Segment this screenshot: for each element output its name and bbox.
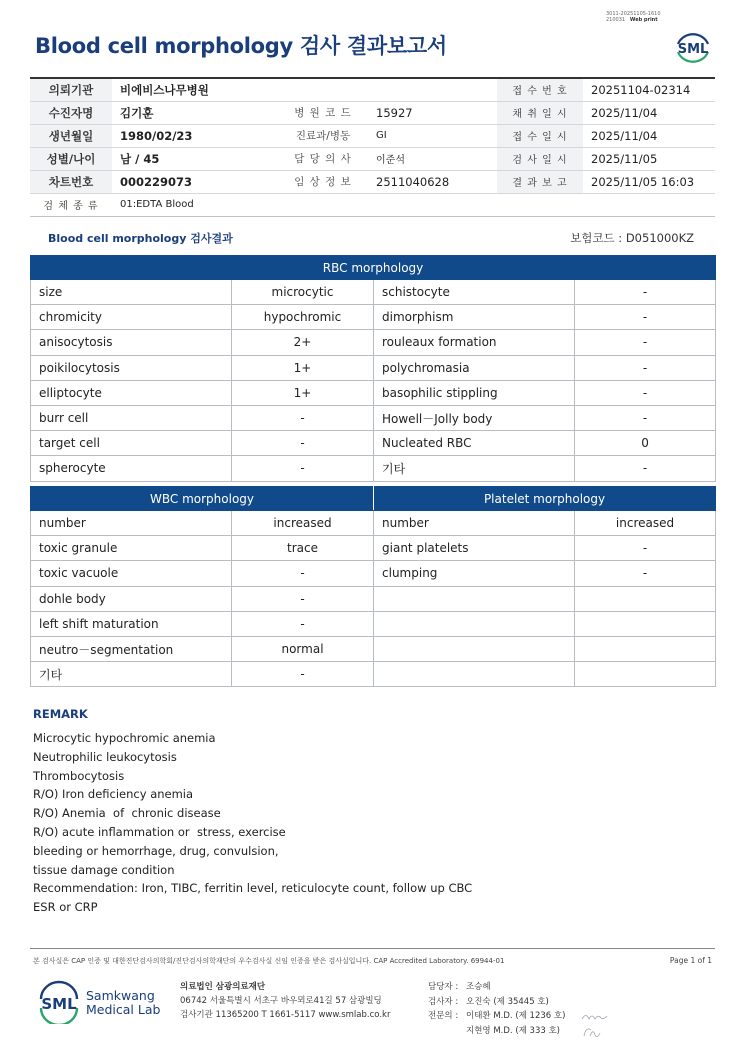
wbc-plt-item-name: toxic granule bbox=[31, 536, 232, 561]
page-title: Blood cell morphology 검사 결과보고서 bbox=[35, 34, 447, 58]
staff-row: 검사자 : 오진숙 (제 35445 호) bbox=[428, 996, 549, 1007]
table-row bbox=[31, 405, 716, 430]
remark-line: Neutrophilic leukocytosis bbox=[33, 749, 177, 764]
wbc-plt-item-result: - bbox=[232, 662, 374, 687]
footer-divider bbox=[30, 948, 715, 949]
platelet-table-title: Platelet morphology bbox=[374, 487, 716, 511]
wbc-plt-item-result: trace bbox=[232, 536, 374, 561]
table-row bbox=[31, 380, 716, 405]
info-row bbox=[30, 124, 715, 147]
remark-line: bleeding or hemorrhage, drug, convulsion, bbox=[33, 843, 279, 858]
rbc-item-name: Howell－Jolly body bbox=[374, 405, 575, 430]
org-label: 의뢰기관 bbox=[30, 78, 112, 101]
dept-value: GI bbox=[368, 124, 497, 147]
specimen-value: 01:EDTA Blood bbox=[112, 193, 715, 216]
table-row bbox=[31, 561, 716, 586]
rbc-item-result: - bbox=[232, 456, 374, 481]
web-print-label: Web print bbox=[629, 17, 658, 23]
table-row bbox=[31, 355, 716, 380]
table-row bbox=[31, 456, 716, 481]
signature-icon bbox=[580, 1024, 604, 1040]
wbc-plt-item-name: number bbox=[31, 511, 232, 536]
table-row bbox=[31, 280, 716, 305]
brand-line2: Medical Lab bbox=[86, 1002, 161, 1017]
info-row bbox=[30, 193, 715, 216]
collect-label: 채 취 일 시 bbox=[497, 101, 583, 124]
rbc-item-result: 1+ bbox=[232, 355, 374, 380]
rbc-item-result: - bbox=[575, 456, 716, 481]
info-row bbox=[30, 101, 715, 124]
receive-label: 접 수 일 시 bbox=[497, 124, 583, 147]
results-section-title: Blood cell morphology 검사결과 bbox=[48, 232, 233, 245]
name-value: 김기훈 bbox=[112, 101, 278, 124]
rbc-item-result: - bbox=[232, 405, 374, 430]
report-value: 2025/11/05 16:03 bbox=[583, 170, 715, 193]
dob-label: 생년월일 bbox=[30, 124, 112, 147]
clinical-label: 임 상 정 보 bbox=[278, 170, 368, 193]
rbc-item-name: anisocytosis bbox=[31, 330, 232, 355]
table-row bbox=[31, 662, 716, 687]
receive-value: 2025/11/04 bbox=[583, 124, 715, 147]
rbc-item-result: - bbox=[575, 280, 716, 305]
rbc-item-name: basophilic stippling bbox=[374, 380, 575, 405]
wbc-plt-item-result: - bbox=[232, 586, 374, 611]
hospital-code-value: 15927 bbox=[368, 101, 497, 124]
sml-logo-icon bbox=[672, 26, 714, 66]
brand-name bbox=[86, 989, 160, 1017]
brand-line1: Samkwang bbox=[86, 988, 155, 1003]
report-code bbox=[606, 11, 661, 23]
rbc-item-result: - bbox=[575, 305, 716, 330]
accession-value: 20251104-02314 bbox=[583, 78, 715, 101]
clinical-value: 2511040628 bbox=[368, 170, 497, 193]
wbc-plt-item-name: number bbox=[374, 511, 575, 536]
rbc-item-result: hypochromic bbox=[232, 305, 374, 330]
insurance-code: 보험코드 : D051000KZ bbox=[570, 231, 694, 245]
remark-line: tissue damage condition bbox=[33, 862, 175, 877]
doctor-label: 담 당 의 사 bbox=[278, 147, 368, 170]
remark-line: R/O) Anemia of chronic disease bbox=[33, 806, 221, 821]
rbc-item-result: - bbox=[575, 355, 716, 380]
rbc-item-name: rouleaux formation bbox=[374, 330, 575, 355]
wbc-plt-item-name bbox=[374, 636, 575, 661]
wbc-plt-item-result bbox=[575, 611, 716, 636]
staff-row: 담당자 : 조승혜 bbox=[428, 982, 491, 992]
signature-icon bbox=[580, 1010, 610, 1024]
rbc-item-name: schistocyte bbox=[374, 280, 575, 305]
certification-note: 본 검사실은 CAP 인증 및 대한진단검사의학회/진단검사의학재단의 우수검사실 신임 인증을 받은 검사실입니다. CAP Accredited Laboratory. 69944-01 bbox=[33, 957, 505, 965]
remark-text bbox=[33, 729, 472, 917]
patient-info-table bbox=[30, 77, 715, 217]
wbc-plt-item-name: dohle body bbox=[31, 586, 232, 611]
report-code-line1: 3011-20251105-1610 bbox=[606, 11, 661, 17]
sexage-label: 성별/나이 bbox=[30, 147, 112, 170]
table-row bbox=[31, 611, 716, 636]
test-date-label: 검 사 일 시 bbox=[497, 147, 583, 170]
rbc-item-name: burr cell bbox=[31, 405, 232, 430]
sml-logo-text: SML bbox=[41, 995, 77, 1013]
table-row bbox=[31, 330, 716, 355]
wbc-plt-item-name: left shift maturation bbox=[31, 611, 232, 636]
wbc-plt-item-result bbox=[575, 662, 716, 687]
wbc-plt-item-name bbox=[374, 586, 575, 611]
dept-label: 진료과/병동 bbox=[278, 124, 368, 147]
wbc-plt-item-result: - bbox=[575, 561, 716, 586]
rbc-item-name: elliptocyte bbox=[31, 380, 232, 405]
staff-row: 지현영 M.D. (제 333 호) bbox=[466, 1025, 561, 1036]
rbc-item-name: chromicity bbox=[31, 305, 232, 330]
sexage-value: 남 / 45 bbox=[112, 147, 278, 170]
wbc-plt-item-name bbox=[374, 662, 575, 687]
wbc-plt-item-result: - bbox=[232, 561, 374, 586]
table-row bbox=[31, 431, 716, 456]
table-row bbox=[31, 511, 716, 536]
staff-list bbox=[428, 980, 565, 1038]
wbc-plt-item-result: - bbox=[575, 536, 716, 561]
rbc-morphology-table bbox=[30, 255, 716, 482]
info-row bbox=[30, 78, 715, 101]
table-row bbox=[31, 305, 716, 330]
test-date-value: 2025/11/05 bbox=[583, 147, 715, 170]
org-value: 비에비스나무병원 bbox=[112, 78, 497, 101]
remark-line: R/O) Iron deficiency anemia bbox=[33, 787, 194, 802]
wbc-plt-item-name bbox=[374, 611, 575, 636]
report-label: 결 과 보 고 bbox=[497, 170, 583, 193]
table-row bbox=[31, 586, 716, 611]
wbc-plt-item-name: clumping bbox=[374, 561, 575, 586]
sml-logo-text: SML bbox=[677, 42, 709, 57]
wbc-plt-item-result bbox=[575, 636, 716, 661]
doctor-value: 이준석 bbox=[368, 147, 497, 170]
table-row bbox=[31, 636, 716, 661]
wbc-plt-item-result bbox=[575, 586, 716, 611]
remark-title: REMARK bbox=[33, 707, 88, 721]
wbc-plt-item-result: increased bbox=[575, 511, 716, 536]
sml-logo-icon bbox=[36, 980, 82, 1024]
wbc-plt-item-name: toxic vacuole bbox=[31, 561, 232, 586]
rbc-item-name: dimorphism bbox=[374, 305, 575, 330]
remark-line: Recommendation: Iron, TIBC, ferritin level, reticulocyte count, follow up CBC bbox=[33, 881, 473, 896]
rbc-item-name: size bbox=[31, 280, 232, 305]
wbc-plt-item-name: 기타 bbox=[31, 662, 232, 687]
rbc-item-result: 2+ bbox=[232, 330, 374, 355]
rbc-item-result: - bbox=[575, 330, 716, 355]
org-contact: 검사기관 11365200 T 1661-5117 www.smlab.co.kr bbox=[180, 1010, 391, 1020]
table-row bbox=[31, 536, 716, 561]
chart-label: 차트번호 bbox=[30, 170, 112, 193]
collect-value: 2025/11/04 bbox=[583, 101, 715, 124]
rbc-item-name: polychromasia bbox=[374, 355, 575, 380]
rbc-item-result: - bbox=[575, 380, 716, 405]
hospital-code-label: 병 원 코 드 bbox=[278, 101, 368, 124]
rbc-item-result: 0 bbox=[575, 431, 716, 456]
rbc-item-result: - bbox=[232, 431, 374, 456]
organization-info bbox=[180, 980, 390, 1022]
page-number: Page 1 of 1 bbox=[669, 956, 712, 965]
wbc-plt-item-name: neutro－segmentation bbox=[31, 636, 232, 661]
name-label: 수진자명 bbox=[30, 101, 112, 124]
remark-line: R/O) acute inflammation or stress, exercise bbox=[33, 824, 286, 839]
remark-line: Thrombocytosis bbox=[33, 768, 125, 783]
rbc-table-title: RBC morphology bbox=[31, 256, 716, 280]
rbc-item-result: - bbox=[575, 405, 716, 430]
wbc-plt-item-name: giant platelets bbox=[374, 536, 575, 561]
rbc-item-name: 기타 bbox=[374, 456, 575, 481]
dob-value: 1980/02/23 bbox=[112, 124, 278, 147]
wbc-plt-item-result: increased bbox=[232, 511, 374, 536]
org-name: 의료법인 삼광의료재단 bbox=[180, 982, 266, 992]
rbc-item-result: 1+ bbox=[232, 380, 374, 405]
info-row bbox=[30, 170, 715, 193]
rbc-item-name: spherocyte bbox=[31, 456, 232, 481]
wbc-plt-item-result: - bbox=[232, 611, 374, 636]
remark-line: ESR or CRP bbox=[33, 900, 98, 915]
rbc-item-name: target cell bbox=[31, 431, 232, 456]
rbc-item-result: microcytic bbox=[232, 280, 374, 305]
org-address: 06742 서울특별시 서초구 바우뫼로41길 57 삼광빌딩 bbox=[180, 996, 382, 1006]
wbc-table-title: WBC morphology bbox=[31, 487, 374, 511]
chart-value: 000229073 bbox=[112, 170, 278, 193]
staff-row: 전문의 : 이태환 M.D. (제 1236 호) bbox=[428, 1011, 566, 1021]
wbc-platelet-table bbox=[30, 486, 716, 687]
wbc-plt-item-result: normal bbox=[232, 636, 374, 661]
specimen-label: 검 체 종 류 bbox=[30, 193, 112, 216]
remark-line: Microcytic hypochromic anemia bbox=[33, 731, 216, 745]
accession-label: 접 수 번 호 bbox=[497, 78, 583, 101]
rbc-item-name: poikilocytosis bbox=[31, 355, 232, 380]
report-code-line2: 210031 bbox=[606, 17, 626, 23]
rbc-item-name: Nucleated RBC bbox=[374, 431, 575, 456]
info-row bbox=[30, 147, 715, 170]
